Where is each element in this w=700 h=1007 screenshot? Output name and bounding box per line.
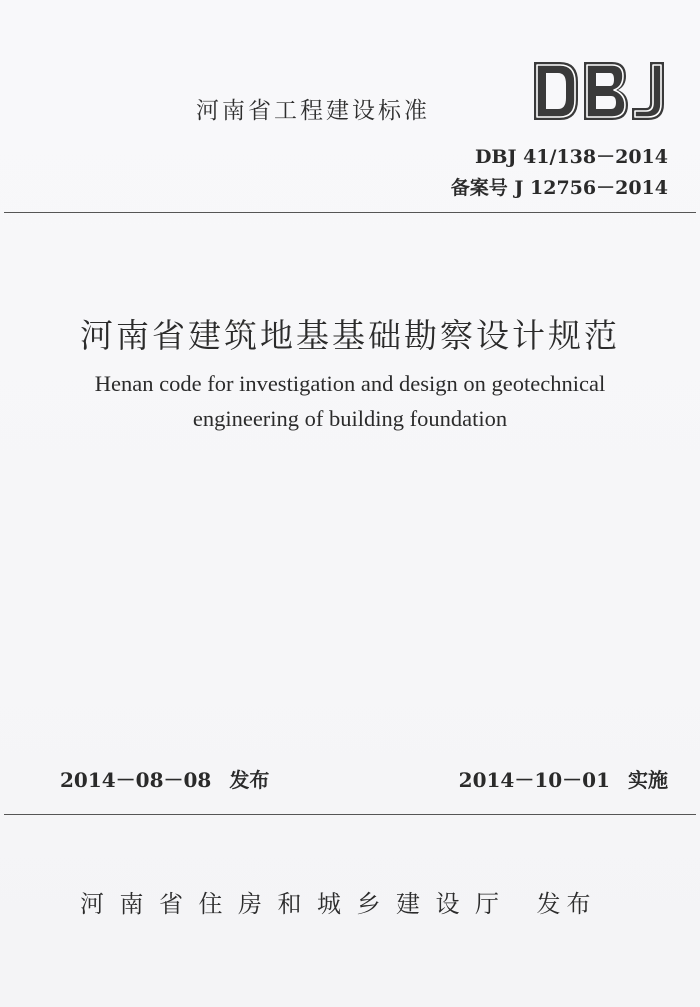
implement-date-group [459, 764, 668, 793]
series-name: 河南省工程建设标准 [196, 98, 430, 124]
title-english-line-2: engineering of building foundation [192, 406, 508, 431]
publisher-line [80, 884, 597, 919]
publisher-name: 河南省住房和城乡建设厅 [80, 890, 515, 918]
implement-label: 实施 [628, 768, 668, 792]
standard-number: DBJ 41/138－2014 [474, 146, 668, 168]
issue-date-group [60, 764, 269, 793]
record-number: 备案号 J 12756－2014 [450, 177, 668, 199]
title-chinese: 河南省建筑地基基础勘察设计规范 [80, 316, 620, 355]
top-divider [4, 212, 696, 213]
issue-date: 2014－08－08 [60, 768, 212, 792]
title-english-line-1: Henan code for investigation and design on geotechnical [94, 371, 606, 396]
issue-label: 发布 [229, 768, 270, 792]
implement-date: 2014－10－01 [458, 768, 610, 792]
publisher-action: 发布 [536, 890, 597, 918]
bottom-divider [4, 814, 696, 815]
dbj-logo [532, 58, 668, 124]
